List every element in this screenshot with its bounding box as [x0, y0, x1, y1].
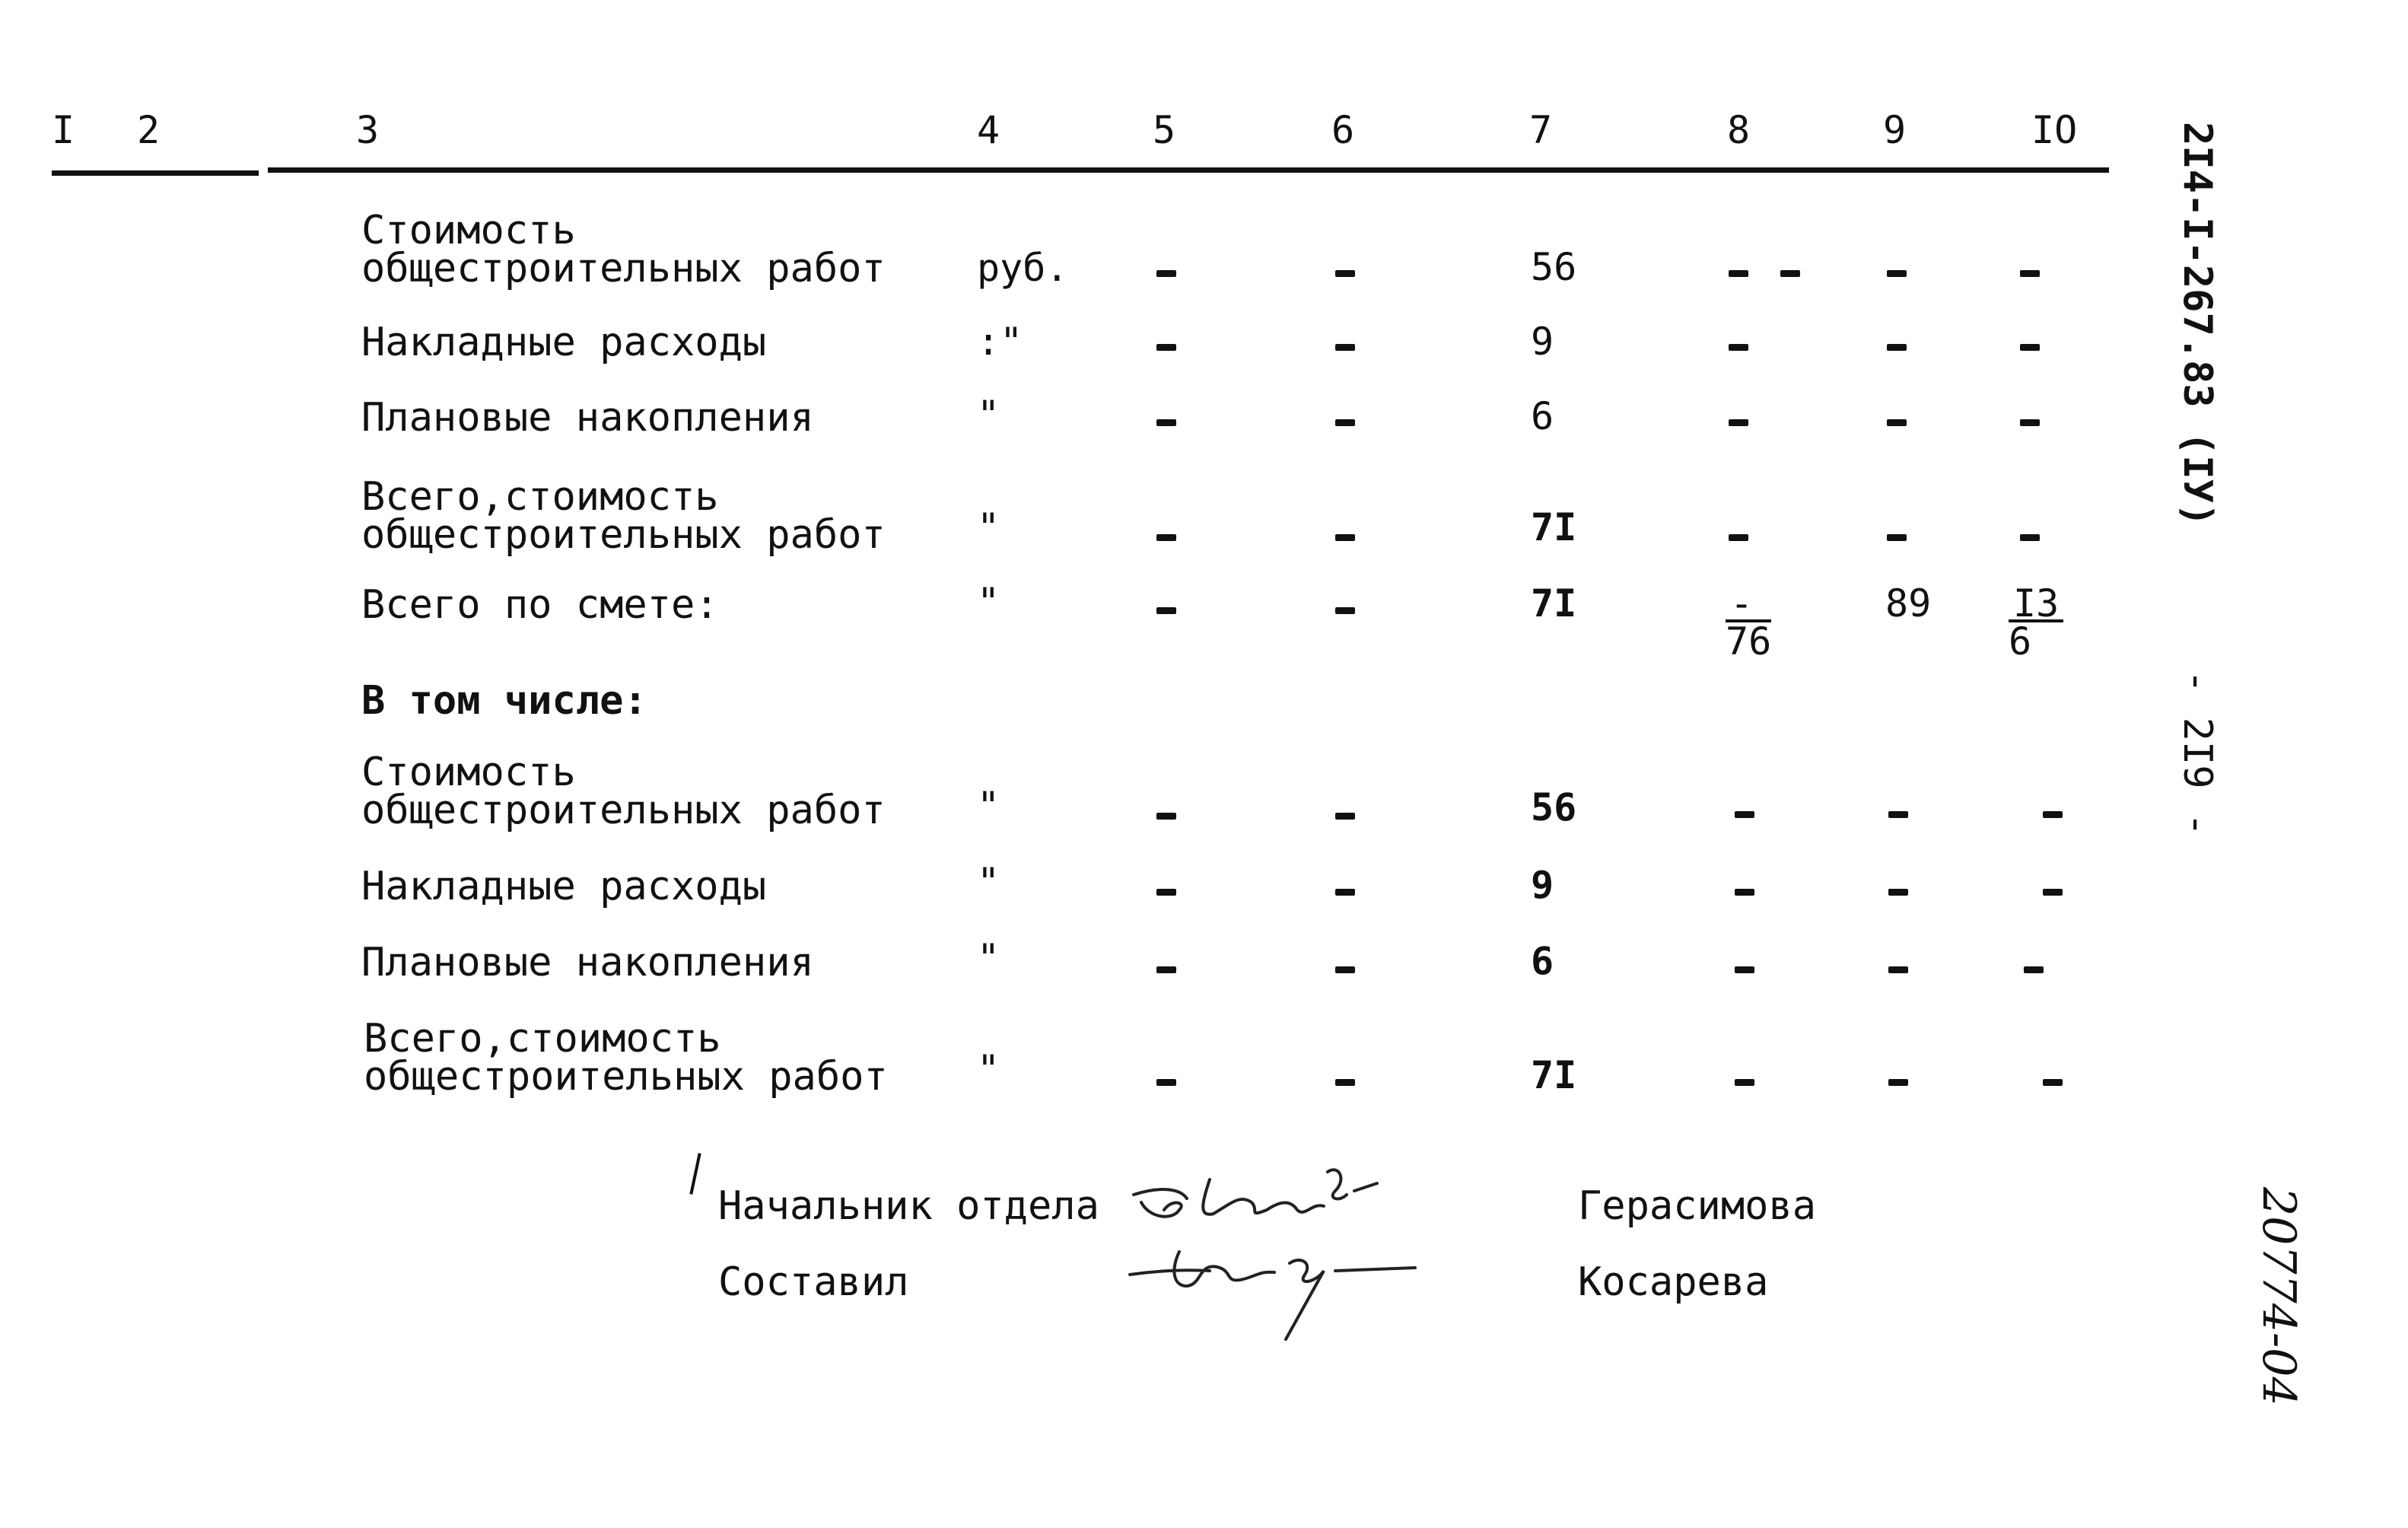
col-header-3: 3 [356, 108, 380, 152]
dash-c9 [1887, 344, 1907, 351]
row-label: Стоимость общестроительных работ [361, 750, 886, 833]
dash-c9 [1887, 419, 1907, 426]
row-label: Плановые накопления [361, 940, 814, 985]
dash-c6 [1335, 607, 1355, 614]
dash-c10 [2020, 344, 2040, 351]
col-header-4: 4 [977, 108, 1000, 152]
dash-c6 [1335, 966, 1355, 973]
row-unit: :" [977, 320, 1023, 364]
header-rule-left [52, 170, 259, 176]
section-label: В том числе: [361, 678, 647, 724]
row-unit: " [977, 393, 1000, 437]
row-value-c7: 56 [1531, 245, 1577, 289]
fraction-denominator: 6 [2009, 619, 2032, 664]
dash-c9 [1887, 534, 1907, 541]
signature-stroke [1354, 1183, 1377, 1191]
signature-name-author: Косарева [1578, 1259, 1769, 1305]
dash-c6 [1335, 813, 1355, 820]
row-value-c7: 6 [1531, 394, 1554, 438]
col-header-2: 2 [137, 108, 161, 152]
col-header-6: 6 [1331, 108, 1355, 152]
dash-c5 [1156, 966, 1176, 973]
row-unit: " [977, 1047, 1000, 1091]
dash-c10 [2043, 1079, 2063, 1086]
signature-name-head: Герасимова [1578, 1183, 1817, 1229]
dash-c6 [1335, 1079, 1355, 1086]
dash-c10 [2020, 419, 2040, 426]
col-header-9: 9 [1883, 108, 1907, 152]
header-rule-right [268, 167, 2109, 173]
dash-c5 [1156, 534, 1176, 541]
dash-c5 [1156, 607, 1176, 614]
dash-c9 [1888, 889, 1908, 896]
fraction-c10 [2009, 581, 2063, 664]
row-unit: " [977, 936, 1000, 980]
row-value-c7: 7I [1531, 1053, 1577, 1097]
row-unit: " [977, 505, 1000, 549]
col-header-1: I [52, 108, 75, 152]
fraction-denominator: 76 [1726, 619, 1772, 664]
row-unit: руб. [977, 246, 1069, 290]
dash-c8 [1735, 811, 1754, 818]
row-value-c7: 9 [1531, 863, 1554, 907]
dash-c6 [1335, 889, 1355, 896]
dash-c8 [1729, 534, 1748, 541]
dash-c10 [2020, 534, 2040, 541]
dash-c5 [1156, 419, 1176, 426]
dash-c9 [1888, 811, 1908, 818]
row-value-c7: 7I [1531, 581, 1577, 626]
dash-c8 [1729, 270, 1748, 277]
row-label: Всего,стоимость общестроительных работ [361, 474, 886, 558]
handwritten-signatures [1126, 1157, 1522, 1355]
dash-c5 [1156, 813, 1176, 820]
dash-c9 [1887, 270, 1907, 277]
page-number: - 2I9 - [2174, 670, 2220, 837]
signature-stroke [1134, 1189, 1187, 1217]
row-label: Плановые накопления [361, 395, 814, 441]
row-value-c7: 7I [1531, 505, 1577, 549]
signature-title-head: Начальник отдела [718, 1183, 1099, 1229]
row-unit: " [977, 860, 1000, 904]
dash-c8b [1780, 270, 1800, 277]
signature-stroke [1335, 1268, 1415, 1271]
dash-c6 [1335, 270, 1355, 277]
dash-c5 [1156, 889, 1176, 896]
col-header-7: 7 [1529, 108, 1553, 152]
dash-c8 [1735, 966, 1754, 973]
dash-c8 [1735, 889, 1754, 896]
dash-c10 [2024, 966, 2044, 973]
signature-stroke [1203, 1179, 1324, 1214]
document-code: 2I4-I-267.83 (IУ) [2174, 122, 2220, 527]
dash-c6 [1335, 344, 1355, 351]
dash-c10 [2043, 889, 2063, 896]
dash-c6 [1335, 534, 1355, 541]
signature-stroke [1328, 1170, 1347, 1199]
row-label: Всего по смете: [361, 582, 719, 628]
row-value-c7: 56 [1531, 785, 1577, 829]
dash-c8 [1735, 1079, 1754, 1086]
tick-mark [689, 1153, 701, 1195]
signature-stroke [1286, 1260, 1324, 1339]
dash-c10 [2020, 270, 2040, 277]
signature-stroke [1130, 1252, 1274, 1286]
row-value-c9: 89 [1885, 581, 1932, 626]
dash-c5 [1156, 1079, 1176, 1086]
dash-c8 [1729, 419, 1748, 426]
dash-c9 [1888, 1079, 1908, 1086]
row-unit: " [977, 784, 1000, 828]
signature-title-author: Составил [718, 1259, 909, 1305]
dash-c9 [1888, 966, 1908, 973]
fraction-numerator: - [1726, 584, 1771, 622]
col-header-5: 5 [1153, 108, 1176, 152]
row-label: Накладные расходы [361, 864, 767, 909]
fraction-c8 [1726, 581, 1772, 664]
dash-c8 [1729, 344, 1748, 351]
archive-stamp-number: 20774-04 [2252, 1187, 2305, 1406]
row-unit: " [977, 580, 1000, 624]
dash-c5 [1156, 270, 1176, 277]
row-label: Стоимость общестроительных работ [361, 208, 886, 291]
fraction-numerator: I3 [2009, 584, 2063, 622]
col-header-8: 8 [1727, 108, 1751, 152]
col-header-10: IO [2031, 108, 2078, 152]
row-label: Всего,стоимость общестроительных работ [364, 1016, 888, 1100]
dash-c6 [1335, 419, 1355, 426]
row-value-c7: 9 [1531, 320, 1554, 364]
row-value-c7: 6 [1531, 939, 1554, 983]
row-label: Накладные расходы [361, 320, 767, 365]
dash-c5 [1156, 344, 1176, 351]
dash-c10 [2043, 811, 2063, 818]
